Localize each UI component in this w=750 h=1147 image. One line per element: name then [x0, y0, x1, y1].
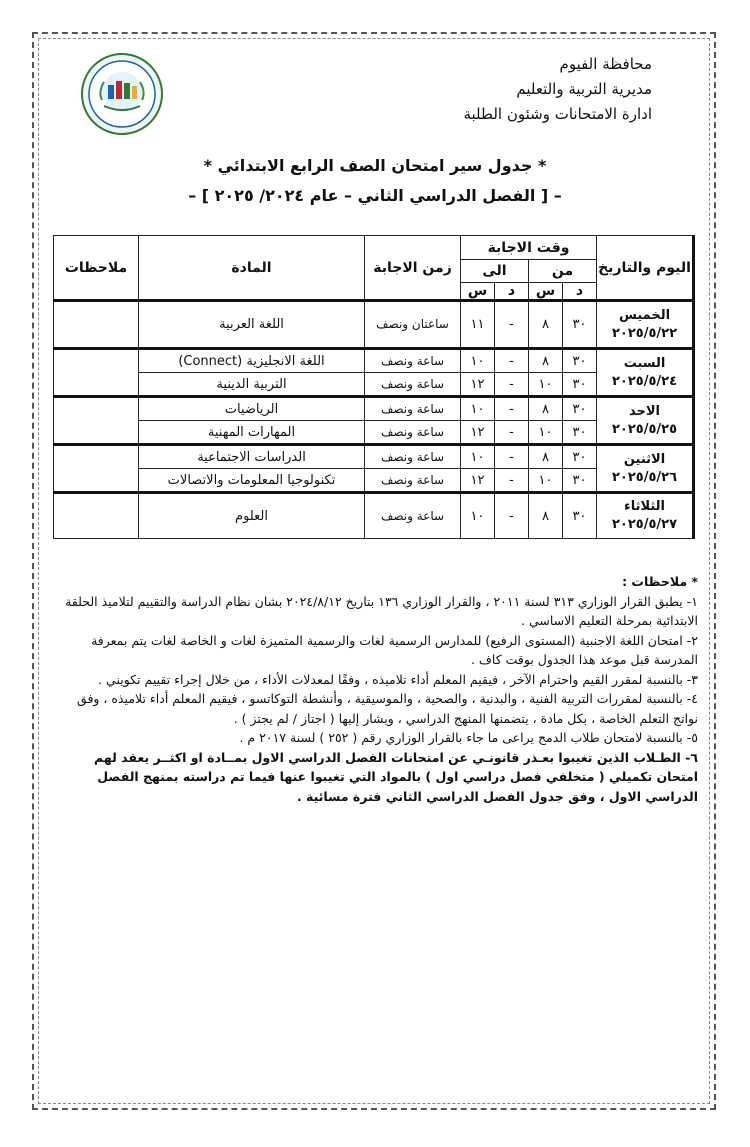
notes-cell — [54, 493, 139, 539]
header-to: الى — [461, 260, 529, 283]
exam-schedule-table — [53, 235, 695, 539]
from-minute-cell: ٣٠ — [563, 421, 597, 445]
duration-cell: ساعة ونصف — [365, 397, 461, 421]
note-item: ٤- بالنسبة لمقررات التربية الفنية ، والبدنية ، والصحية ، والموسيقية ، وأنشطة التوكاتسو ، فيقيم المعلم أداء تلاميذه ، وفق نواتج التعلم الخاصة ، بكل مادة ، يتضمنها المنهج الدراسي ، ويشار إليها ( اجتاز / لم يجتز ) . — [77, 691, 698, 726]
subject-cell: العلوم — [139, 493, 365, 539]
notes-section — [50, 572, 698, 806]
from-hour-cell: ٨ — [529, 493, 563, 539]
from-minute-cell: ٣٠ — [563, 373, 597, 397]
subject-cell: التربية الدينية — [139, 373, 365, 397]
note-item: ٣- بالنسبة لمقرر القيم واحترام الآخر ، فيقيم المعلم أداء تلاميذه ، وفقًا لمعدلات الأداء ، من خلال إجراء تقييم تكويني . — [98, 671, 698, 687]
subject-cell: الدراسات الاجتماعية — [139, 445, 365, 469]
to-hour-cell: ١٠ — [461, 445, 495, 469]
from-hour-cell: ٨ — [529, 349, 563, 373]
to-minute-cell: - — [495, 397, 529, 421]
from-minute-cell: ٣٠ — [563, 493, 597, 539]
note-item: ٢- امتحان اللغة الاجنبية (المستوى الرفيع) للمدارس الرسمية لغات والرسمية المتميزة لغات و الخاصة لغات يتم بمعرفة المدرسة قبل موعد هذا الجدول بوقت كاف . — [91, 632, 698, 667]
to-hour-cell: ١٢ — [461, 469, 495, 493]
day-date-cell: الاحد ٢٠٢٥/٥/٢٥ — [597, 397, 694, 445]
day-date-cell: الخميس ٢٠٢٥/٥/٢٢ — [597, 301, 694, 349]
table-row — [54, 493, 694, 539]
header-to-minute: د — [495, 283, 529, 301]
subject-cell: تكنولوجيا المعلومات والاتصالات — [139, 469, 365, 493]
header-day-date: اليوم والتاريخ — [597, 236, 694, 301]
notes-cell — [54, 397, 139, 445]
from-hour-cell: ٨ — [529, 397, 563, 421]
day-date-cell: السبت ٢٠٢٥/٥/٢٤ — [597, 349, 694, 397]
to-minute-cell: - — [495, 373, 529, 397]
from-minute-cell: ٣٠ — [563, 397, 597, 421]
notes-heading: * ملاحظات : — [622, 574, 698, 589]
subject-cell: اللغة العربية — [139, 301, 365, 349]
table-row — [54, 349, 694, 373]
duration-cell: ساعة ونصف — [365, 493, 461, 539]
department-name: ادارة الامتحانات وشئون الطلبة — [463, 105, 652, 123]
header-from-minute: د — [563, 283, 597, 301]
to-minute-cell: - — [495, 445, 529, 469]
from-hour-cell: ١٠ — [529, 421, 563, 445]
note-item: ٦- الطـلاب الذين تغيبوا بعـذر قانونـي عن امتحانات الفصل الدراسي الاول بمــادة او اكثــر يعقد لهم امتحان تكميلي ( متخلفي فصل دراسي اول ) بالمواد التي تغيبوا عنها فيما تم دراسته بمنهج الفصل الدراسي الاول ، وفق جدول الفصل الدراسي الثاني فترة مسائية . — [94, 749, 698, 804]
from-minute-cell: ٣٠ — [563, 469, 597, 493]
notes-cell — [54, 301, 139, 349]
to-minute-cell: - — [495, 349, 529, 373]
directorate-name: مديرية التربية والتعليم — [516, 80, 652, 98]
duration-cell: ساعة ونصف — [365, 373, 461, 397]
to-hour-cell: ١٢ — [461, 373, 495, 397]
duration-cell: ساعة ونصف — [365, 445, 461, 469]
table-row — [54, 397, 694, 421]
from-hour-cell: ١٠ — [529, 373, 563, 397]
to-minute-cell: - — [495, 301, 529, 349]
schedule-subtitle: – [ الفصل الدراسي الثاني – عام ٢٠٢٤/ ٢٠٢٥ ] – — [188, 186, 562, 205]
table-row — [54, 445, 694, 469]
to-minute-cell: - — [495, 493, 529, 539]
header-from: من — [529, 260, 597, 283]
from-hour-cell: ١٠ — [529, 469, 563, 493]
to-hour-cell: ١٢ — [461, 421, 495, 445]
subject-cell: الرياضيات — [139, 397, 365, 421]
duration-cell: ساعة ونصف — [365, 421, 461, 445]
directorate-seal-logo — [80, 52, 164, 136]
to-hour-cell: ١١ — [461, 301, 495, 349]
duration-cell: ساعة ونصف — [365, 469, 461, 493]
from-minute-cell: ٣٠ — [563, 445, 597, 469]
header-answer-time: وقت الاجابة — [461, 236, 597, 260]
duration-cell: ساعة ونصف — [365, 349, 461, 373]
subject-cell: اللغة الانجليزية (Connect) — [139, 349, 365, 373]
to-hour-cell: ١٠ — [461, 493, 495, 539]
issuer-header — [463, 52, 652, 127]
note-item: ١- يطبق القرار الوزاري ٣١٣ لسنة ٢٠١١ ، والقرار الوزاري ١٣٦ بتاريخ ٢٠٢٤/٨/١٢ بشان نظام الدراسة والتقييم لتلاميذ الحلقة الابتدائية بمرحلة التعليم الاساسي . — [65, 593, 698, 628]
header-to-hour: س — [461, 283, 495, 301]
header-duration: زمن الاجابة — [365, 236, 461, 301]
governorate-name: محافظة الفيوم — [559, 55, 652, 73]
duration-cell: ساعتان ونصف — [365, 301, 461, 349]
header-subject: المادة — [139, 236, 365, 301]
table-row — [54, 301, 694, 349]
day-date-cell: الاثنين ٢٠٢٥/٥/٢٦ — [597, 445, 694, 493]
subject-cell: المهارات المهنية — [139, 421, 365, 445]
from-hour-cell: ٨ — [529, 445, 563, 469]
from-minute-cell: ٣٠ — [563, 349, 597, 373]
to-minute-cell: - — [495, 469, 529, 493]
day-date-cell: الثلاثاء ٢٠٢٥/٥/٢٧ — [597, 493, 694, 539]
header-from-hour: س — [529, 283, 563, 301]
to-minute-cell: - — [495, 421, 529, 445]
from-hour-cell: ٨ — [529, 301, 563, 349]
notes-cell — [54, 445, 139, 493]
header-notes: ملاحظات — [54, 236, 139, 301]
from-minute-cell: ٣٠ — [563, 301, 597, 349]
schedule-title: * جدول سير امتحان الصف الرابع الابتدائي * — [203, 156, 547, 175]
notes-cell — [54, 349, 139, 397]
to-hour-cell: ١٠ — [461, 349, 495, 373]
note-item: ٥- بالنسبة لامتحان طلاب الدمج يراعى ما جاء بالقرار الوزاري رقم ( ٢٥٢ ) لسنة ٢٠١٧ م . — [239, 730, 698, 745]
to-hour-cell: ١٠ — [461, 397, 495, 421]
